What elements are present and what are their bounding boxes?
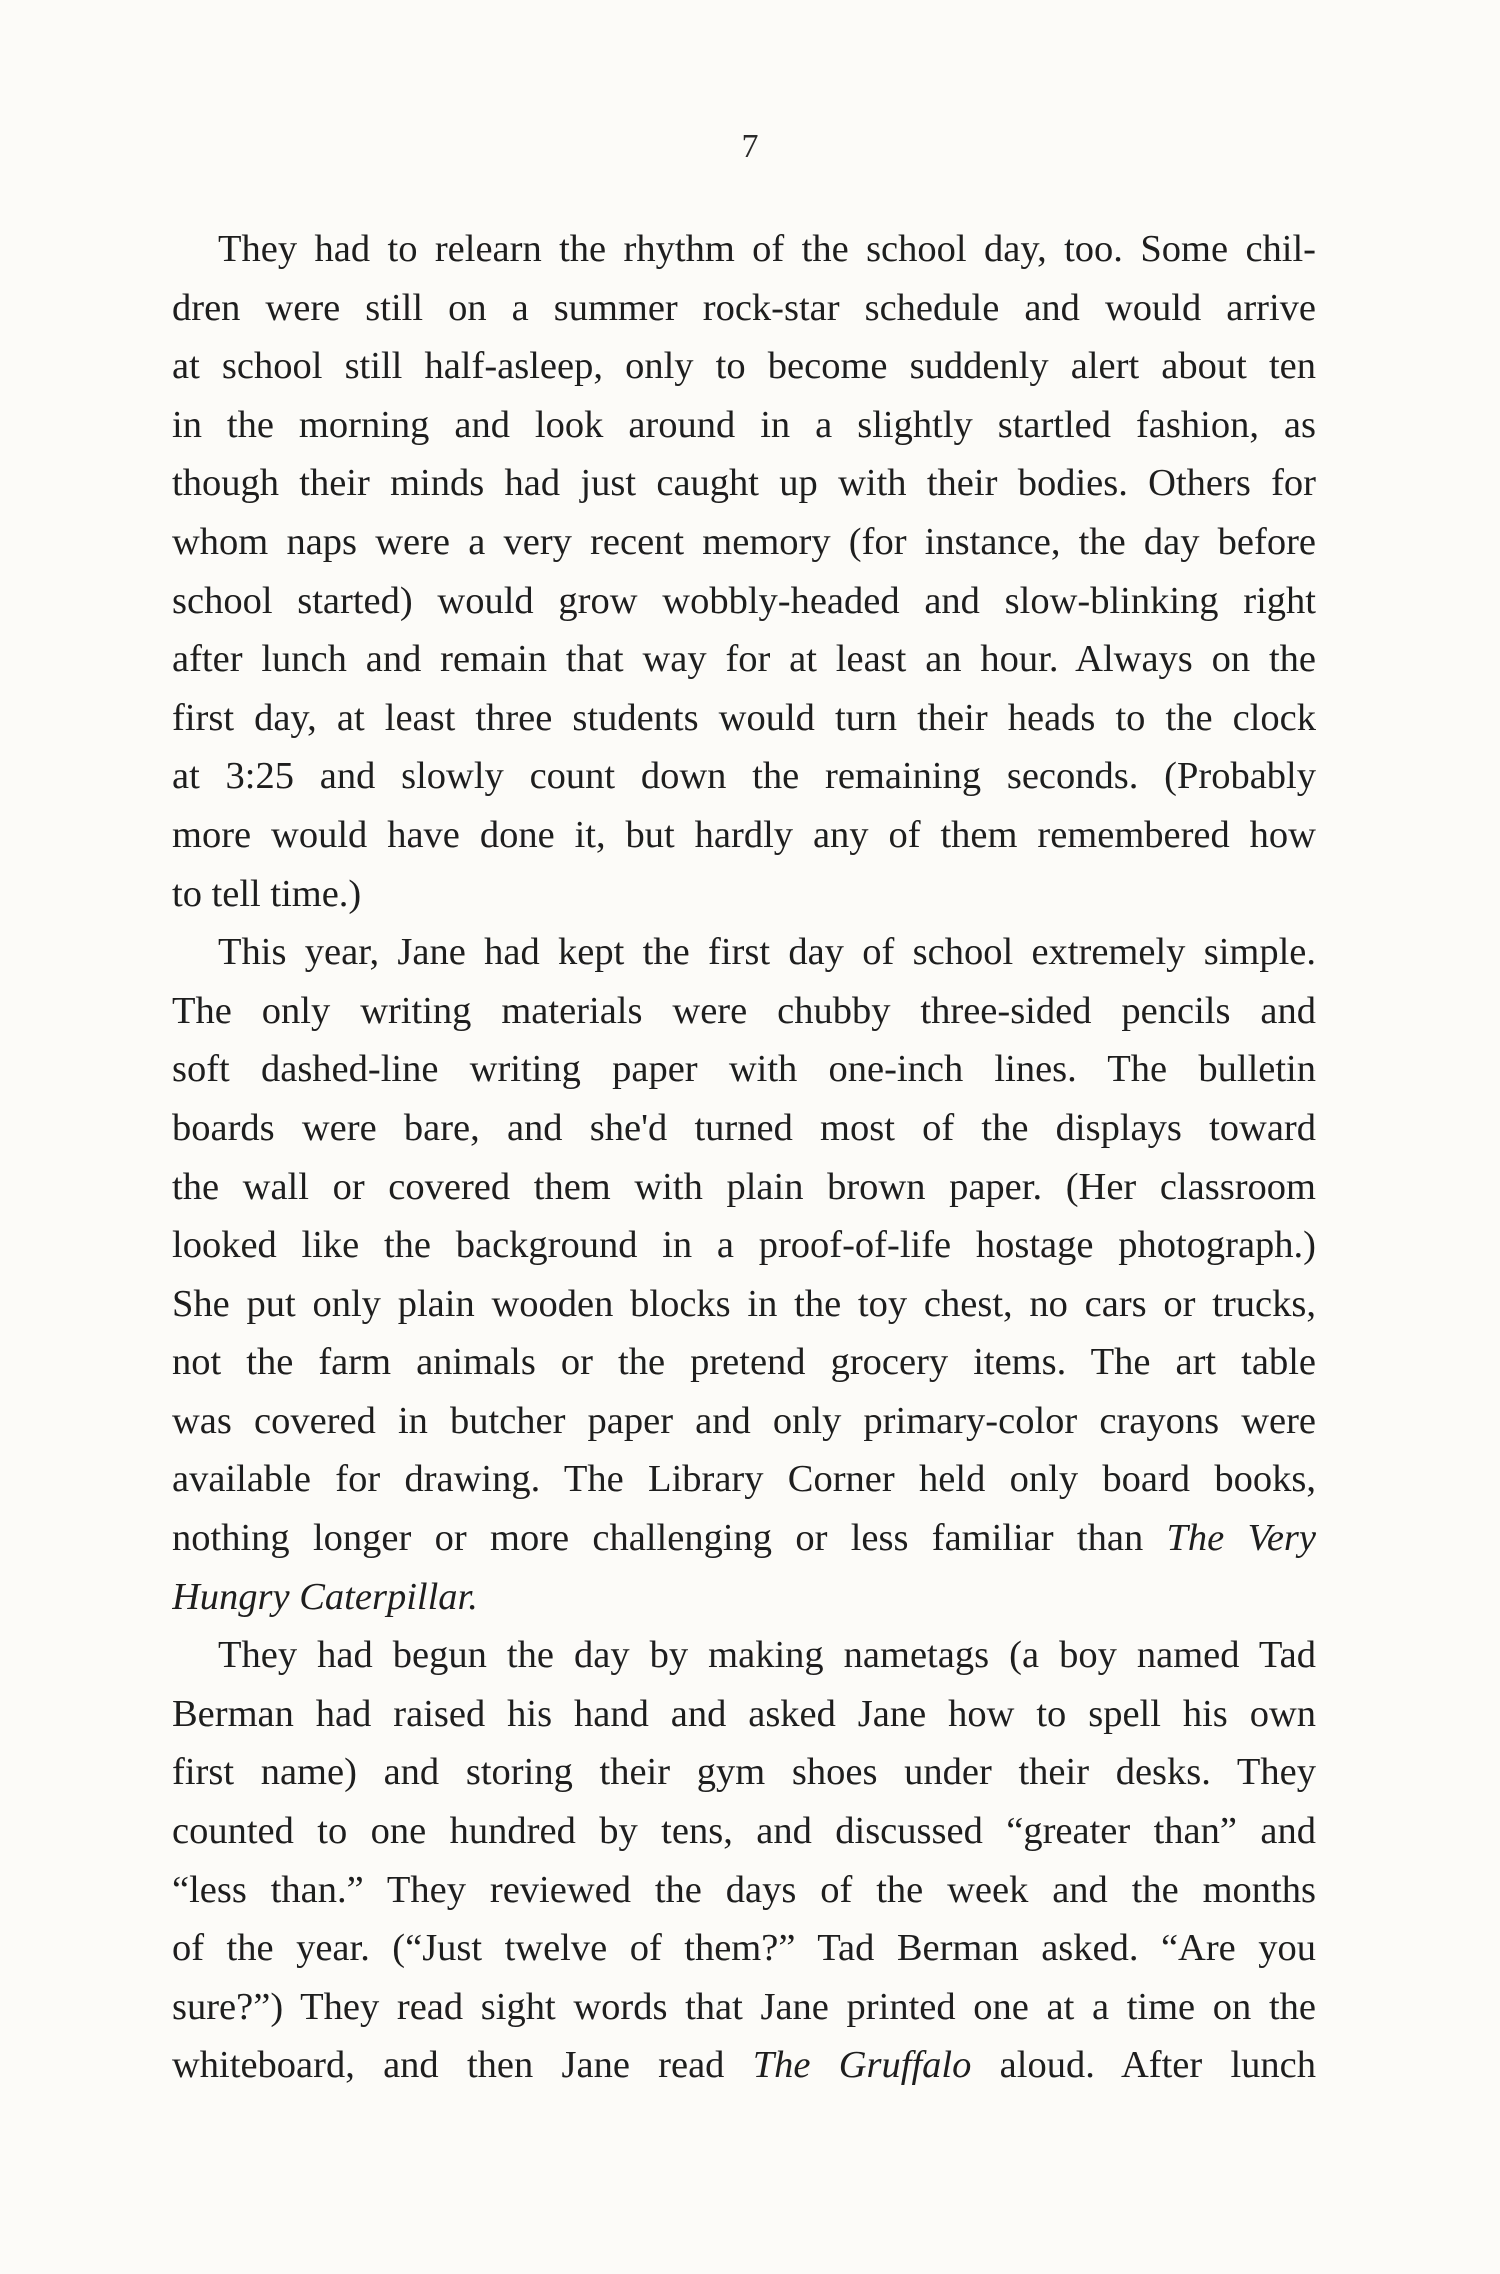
text-line	[172, 1509, 1316, 1568]
text-line: Berman had raised his hand and asked Jane how to spell his own	[172, 1692, 1316, 1735]
text-line: available for drawing. The Library Corner held only board books,	[172, 1458, 1316, 1501]
text-line: looked like the background in a proof-of-life hostage photograph.)	[172, 1224, 1316, 1267]
page-number: 7	[741, 128, 759, 165]
text-line	[172, 1568, 1316, 1627]
text-line: was covered in butcher paper and only primary-color crayons were	[172, 1399, 1316, 1442]
text-line: the wall or covered them with plain brown paper. (Her classroom	[172, 1165, 1316, 1208]
text-line: at school still half-asleep, only to become suddenly alert about ten	[172, 345, 1316, 388]
text-line: not the farm animals or the pretend grocery items. The art table	[172, 1341, 1316, 1384]
text-line: after lunch and remain that way for at least an hour. Always on the	[172, 638, 1316, 681]
text-line: She put only plain wooden blocks in the toy chest, no cars or trucks,	[172, 1282, 1316, 1325]
text-line: more would have done it, but hardly any of them remembered how	[172, 813, 1316, 856]
book-title-italic: The Very	[1166, 1517, 1316, 1560]
text-line: soft dashed-line writing paper with one-inch lines. The bulletin	[172, 1048, 1316, 1091]
text-line: at 3:25 and slowly count down the remaining seconds. (Probably	[172, 755, 1316, 798]
text-run: whiteboard, and then Jane read	[172, 2044, 725, 2087]
text-line: This year, Jane had kept the first day of school extremely simple.	[218, 931, 1316, 974]
text-line: of the year. (“Just twelve of them?” Tad Berman asked. “Are you	[172, 1927, 1316, 1970]
book-title-italic: Hungry Caterpillar.	[172, 1575, 478, 1618]
text-line: in the morning and look around in a slightly startled fashion, as	[172, 403, 1316, 446]
text-line: counted to one hundred by tens, and discussed “greater than” and	[172, 1810, 1316, 1853]
body-text	[172, 220, 1316, 2095]
text-line: boards were bare, and she'd turned most of the displays toward	[172, 1106, 1316, 1149]
text-line: school started) would grow wobbly-headed and slow-blinking right	[172, 579, 1316, 622]
paragraph-3	[172, 1626, 1316, 2095]
text-line: sure?”) They read sight words that Jane printed one at a time on the	[172, 1985, 1316, 2028]
text-line: though their minds had just caught up with their bodies. Others for	[172, 462, 1316, 505]
text-line: first name) and storing their gym shoes under their desks. They	[172, 1751, 1316, 1794]
text-run: aloud. After lunch	[999, 2044, 1316, 2087]
paragraph-2	[172, 923, 1316, 1626]
text-line	[172, 2036, 1316, 2095]
text-line: first day, at least three students would turn their heads to the clock	[172, 696, 1316, 739]
text-line: dren were still on a summer rock-star schedule and would arrive	[172, 286, 1316, 329]
book-title-italic: The Gruffalo	[752, 2044, 972, 2087]
text-line: The only writing materials were chubby three-sided pencils and	[172, 989, 1316, 1032]
text-run: nothing longer or more challenging or less familiar than	[172, 1517, 1144, 1560]
text-line: They had to relearn the rhythm of the school day, too. Some chil-	[218, 228, 1316, 270]
text-line: “less than.” They reviewed the days of the week and the months	[172, 1868, 1316, 1911]
text-line: to tell time.)	[172, 872, 362, 915]
paragraph-1	[172, 220, 1316, 923]
text-line: They had begun the day by making nametags (a boy named Tad	[218, 1634, 1316, 1677]
text-line: whom naps were a very recent memory (for instance, the day before	[172, 520, 1316, 563]
